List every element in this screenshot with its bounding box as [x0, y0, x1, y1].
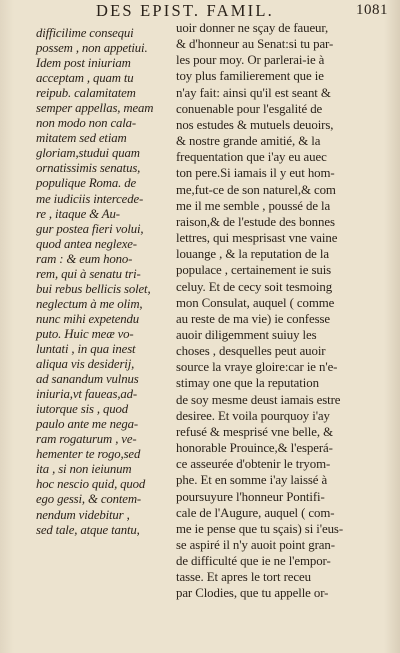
latin-text-line: non modo non cala-: [36, 116, 137, 131]
french-text-line: me ie pense que tu sçais) si i'eus-: [176, 521, 344, 536]
latin-text-line: rem, qui à senatu tri-: [36, 266, 141, 281]
french-text-line: desiree. Et voila pourquoy i'ay: [176, 408, 330, 423]
latin-text-line: neglectum à me olim,: [36, 296, 143, 311]
french-text-line: source la vraye gloire:car ie n'e-: [176, 360, 338, 375]
french-text-line: phe. Et en somme i'ay laissé à: [176, 473, 328, 488]
french-text-line: & nostre grande amitié, & la: [176, 134, 321, 149]
french-text-line: populace , certainement ie suis: [176, 263, 332, 278]
latin-text-line: ram : & eum hono-: [36, 251, 133, 266]
latin-text-line: sed tale, atque tantu,: [36, 522, 140, 537]
french-text-line: louange , & la reputation de la: [176, 247, 329, 262]
french-text-line: lettres, qui mesprisast vne vaine: [176, 231, 338, 246]
latin-text-line: nendum videbitur ,: [36, 507, 130, 522]
latin-text-line: puto. Huic meæ vo-: [36, 326, 134, 341]
french-text-line: celuy. Et de cecy soit tesmoing: [176, 279, 333, 294]
latin-text-line: Idem post iniuriam: [36, 56, 131, 71]
french-text-line: tasse. Et apres le tort receu: [176, 570, 311, 585]
latin-text-line: quod antea neglexe-: [36, 236, 137, 251]
french-text-line: honorable Prouince,& l'esperá-: [176, 441, 333, 456]
french-text-line: nos estudes & mutuels deuoirs,: [176, 117, 334, 132]
french-text-line: poursuyure l'honneur Pontifi-: [176, 489, 325, 504]
french-text-line: conuenable pour l'esgalité de: [176, 101, 323, 116]
french-text-line: uoir donner ne sçay de faueur,: [176, 21, 329, 35]
latin-text-line: ad sanandum vulnus: [36, 372, 139, 387]
latin-text-line: difficilime consequi: [36, 26, 134, 40]
latin-text-line: ram rogaturum , ve-: [36, 432, 137, 447]
latin-text-line: me iudiciis intercede-: [36, 191, 144, 206]
latin-text-line: mitatem sed etiam: [36, 131, 127, 146]
french-text-line: mon Consulat, auquel ( comme: [176, 295, 335, 310]
french-text-line: toy plus familierement que ie: [176, 69, 324, 84]
latin-text-column: [36, 26, 174, 538]
latin-text-line: ita , si non ieiunum: [36, 462, 132, 477]
latin-text-line: acceptam , quam tu: [36, 71, 134, 86]
french-text-line: me,fut-ce de son naturel,& com: [176, 182, 336, 197]
latin-text-line: semper appellas, meam: [36, 101, 154, 116]
french-text-line: frequentation que i'ay eu auec: [176, 150, 327, 165]
latin-text-line: luntati , in qua inest: [36, 341, 136, 356]
french-text-line: choses , desquelles peut auoir: [176, 344, 326, 359]
french-text-line: se aspiré il n'y auoit point gran-: [176, 538, 335, 552]
french-text-line: me il me semble , poussé de la: [176, 198, 331, 213]
latin-text-line: hementer te rogo,sed: [36, 447, 141, 462]
french-text-line: les pour moy. Or parlerai-ie à: [176, 53, 325, 68]
french-text-line: raison,& de l'estude des bonnes: [176, 214, 335, 229]
french-text-line: refusé & mesprisé vne belle, &: [176, 424, 333, 439]
latin-text-line: reipub. calamitatem: [36, 86, 136, 101]
latin-text-line: re , itaque & Au-: [36, 206, 120, 221]
french-text-line: par Clodies, que tu appelle or-: [176, 586, 329, 601]
french-text-line: cale de l'Augure, auquel ( com-: [176, 505, 335, 520]
latin-text-line: gur postea fieri volui,: [36, 221, 144, 236]
latin-text-line: ornatissimis senatus,: [36, 161, 141, 176]
french-text-line: de difficulté que ie ne l'empor-: [176, 554, 331, 569]
latin-text-line: iutorque sis , quod: [36, 402, 128, 417]
french-text-line: ce asseurée d'obtenir le tryom-: [176, 457, 331, 472]
latin-text-line: hoc nescio quid, quod: [36, 477, 146, 492]
latin-text-line: nunc mihi expetendu: [36, 311, 140, 326]
page-number: 1081: [356, 2, 388, 18]
latin-text-line: bui rebus bellicis solet,: [36, 281, 151, 296]
latin-text-line: populique Roma. de: [36, 176, 137, 191]
french-text-line: de soy mesme deust iamais estre: [176, 392, 341, 407]
french-text-line: stimay one que la reputation: [176, 376, 319, 391]
latin-text-line: ego gessi, & contem-: [36, 492, 142, 507]
latin-text-line: iniuria,vt faueas,ad-: [36, 387, 137, 402]
running-head: [0, 0, 400, 22]
latin-text-line: aliqua vis desiderij,: [36, 357, 135, 372]
french-text-column: [174, 20, 376, 602]
french-text-line: & d'honneur au Senat:si tu par-: [176, 37, 334, 52]
french-text-line: n'ay fait: ainsi qu'il est seant &: [176, 85, 331, 100]
latin-text-line: possem , non appetiui.: [36, 41, 148, 56]
french-text-line: ton pere.Si iamais il y eut hom-: [176, 166, 335, 181]
running-title: DES EPIST. FAMIL.: [96, 1, 274, 20]
french-text-line: auoir diligemment suiuy les: [176, 327, 317, 342]
latin-text-line: paulo ante me nega-: [36, 417, 138, 432]
latin-text-line: gloriam,studui quam: [36, 146, 140, 161]
french-text-line: au reste de ma vie) ie confesse: [176, 311, 330, 326]
